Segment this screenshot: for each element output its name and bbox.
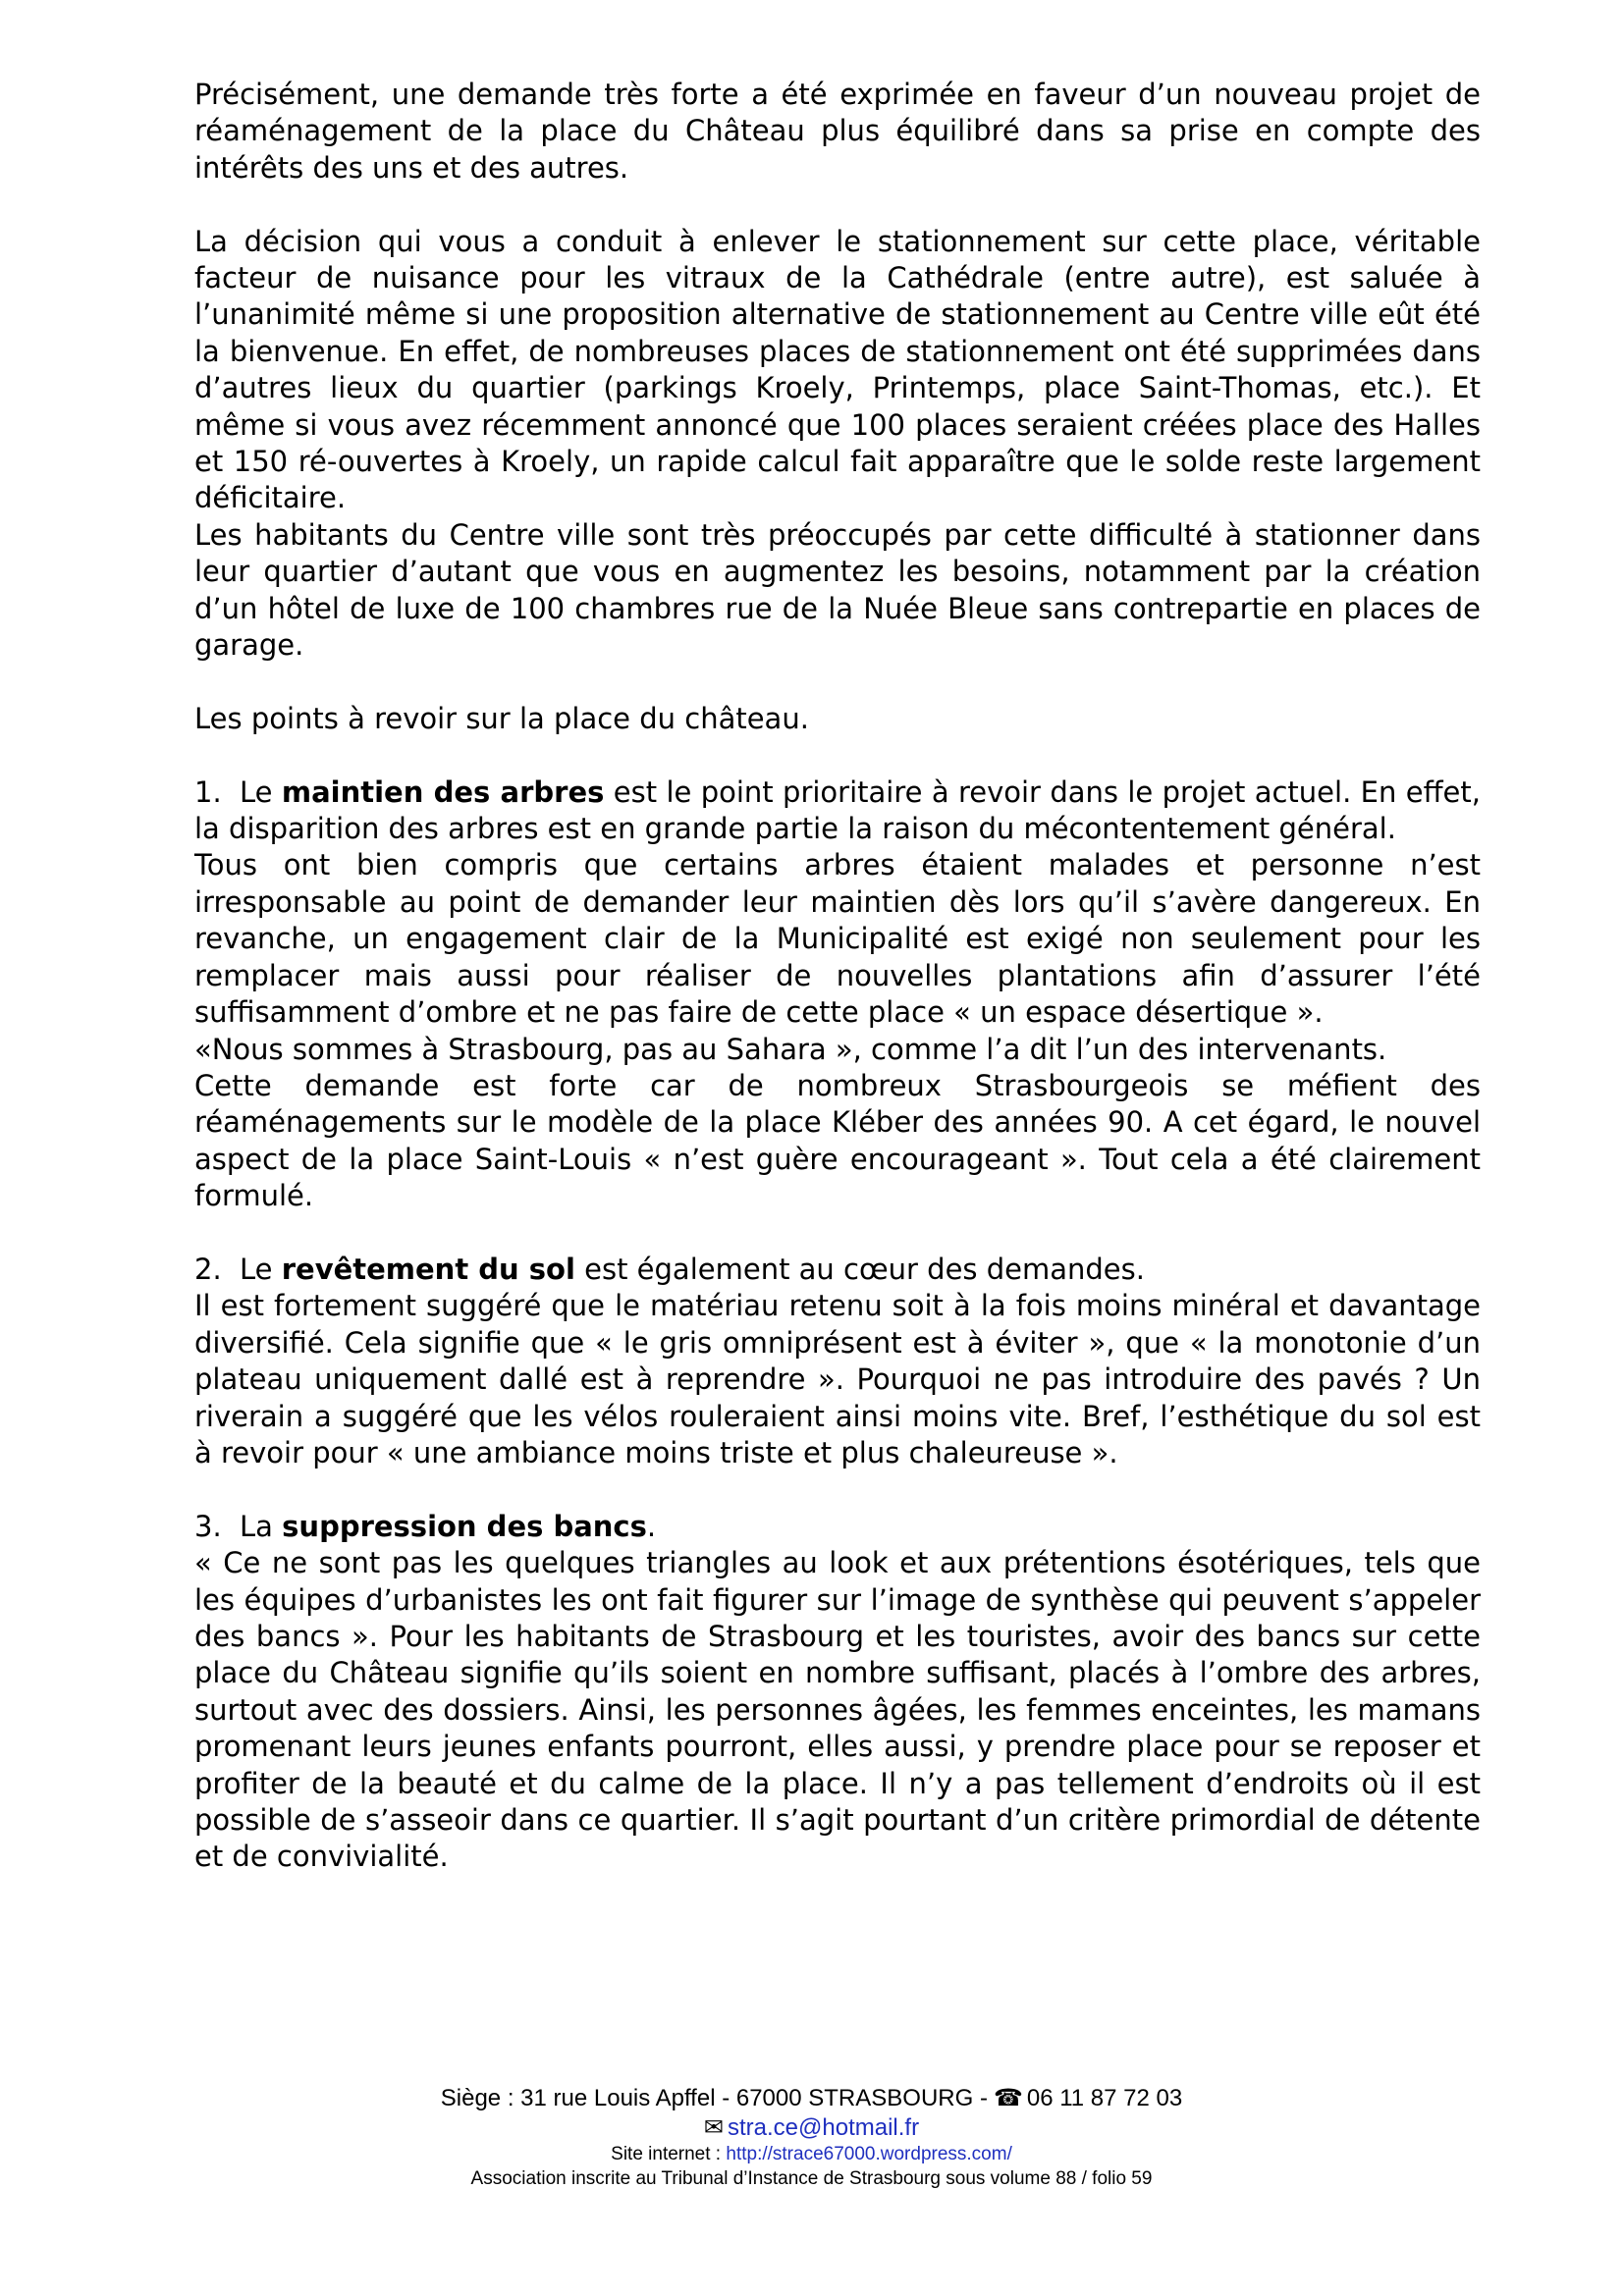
footer-phone: 06 11 87 72 03 (1026, 2085, 1183, 2111)
point-lead: La (240, 1509, 283, 1543)
paragraph-gap (194, 737, 1481, 774)
paragraph-gap (194, 1215, 1481, 1252)
point-title: revêtement du sol (281, 1252, 575, 1286)
page-footer (0, 2083, 1623, 2192)
letter-body (194, 77, 1481, 1876)
point-lead: Le (240, 1252, 282, 1286)
paragraph-parking-decision: La décision qui vous a conduit à enlever le stationnement sur cette place, véritable facteur de nuisance pour les vitraux de la Cathédrale (entre autre), est saluée à l’unanimité même si une proposition alternative de stationnement au Centre ville eût été la bienvenue. En effet, de nombreuses places de stationnement ont été supprimées dans d’autres lieux du quartier (parkings Kroely, Printemps, place Saint-Thomas, etc.). Et même si vous avez récemment annoncé que 100 places seraient créées place des Halles et 150 ré-ouvertes à Kroely, un rapide calcul fait apparaître que le solde reste largement déficitaire. (194, 224, 1481, 515)
paragraph-residents-concern: Les habitants du Centre ville sont très préoccupés par cette difficulté à stationner dans leur quartier d’autant que vous en augmentez les besoins, notamment par la création d’un hôtel de luxe de 100 chambres rue de la Nuée Bleue sans contrepartie en places de garage. (194, 517, 1481, 663)
point-title: maintien des arbres (281, 774, 605, 809)
footer-email-line (0, 2113, 1623, 2143)
envelope-icon: ✉ (703, 2114, 724, 2141)
paragraph-benches-detail: « Ce ne sont pas les quelques triangles au look et aux prétentions ésotériques, tels que les équipes d’urbanistes les ont fait figurer sur l’image de synthèse qui peuvent s’appeler des bancs ». Pour les habitants de Strasbourg et les touristes, avoir des bancs sur cette place du Château signifie qu’ils soient en nombre suffisant, placés à l’ombre des arbres, surtout avec des dossiers. Ainsi, les personnes âgées, les femmes enceintes, les mamans promenant leurs jeunes enfants pourront, elles aussi, y prendre place pour se reposer et profiter de la beauté et du calme de la place. Il n’y a pas tellement d’endroits où il est possible de s’asseoir dans ce quartier. Il s’agit pourtant d’un critère primordial de détente et de convivialité. (194, 1546, 1481, 1874)
point-text: est le point prioritaire à revoir dans le projet actuel. En effet, la disparition des arbres est en grande partie la raison du mécontentement général. (194, 774, 1481, 846)
point-2 (194, 1252, 1481, 1288)
footer-address: Siège : 31 rue Louis Apffel - 67000 STRASBOURG - (440, 2085, 988, 2111)
paragraph-gap (194, 187, 1481, 223)
point-number: 3. (194, 1509, 222, 1543)
footer-site-label: Site internet : (611, 2144, 727, 2164)
point-3 (194, 1509, 1481, 1545)
footer-address-line (0, 2083, 1623, 2113)
point-number: 2. (194, 1252, 222, 1286)
point-number: 1. (194, 774, 222, 809)
point-title: suppression des bancs (282, 1509, 647, 1543)
footer-email-link[interactable]: stra.ce@hotmail.fr (728, 2114, 920, 2141)
points-heading: Les points à revoir sur la place du château. (194, 701, 809, 735)
paragraph-sahara-quote: «Nous sommes à Strasbourg, pas au Sahara », comme l’a dit l’un des intervenants. (194, 1032, 1387, 1066)
footer-site-link[interactable]: http://strace67000.wordpress.com/ (726, 2144, 1012, 2164)
footer-registration: Association inscrite au Tribunal d’Instance de Strasbourg sous volume 88 / folio 59 (470, 2168, 1153, 2189)
paragraph-trees-detail: Tous ont bien compris que certains arbres étaient malades et personne n’est irresponsable au point de demander leur maintien dès lors qu’il s’avère dangereux. En revanche, un engagement clair de la Municipalité est exigé non seulement pour les remplacer mais aussi pour réaliser de nouvelles plantations afin d’assurer l’été suffisamment d’ombre et ne pas faire de cette place « un espace désertique ». (194, 848, 1481, 1030)
point-1 (194, 774, 1481, 848)
paragraph-kleber: Cette demande est forte car de nombreux Strasbourgeois se méfient des réaménagements sur le modèle de la place Kléber des années 90. A cet égard, le nouvel aspect de la place Saint-Louis « n’est guère encourageant ». Tout cela a été clairement formulé. (194, 1068, 1481, 1213)
footer-site-line (0, 2143, 1623, 2166)
point-text: . (646, 1509, 657, 1543)
paragraph-gap (194, 664, 1481, 700)
telephone-icon: ☎ (993, 2085, 1023, 2111)
point-lead: Le (240, 774, 282, 809)
paragraph-ground-detail: Il est fortement suggéré que le matériau retenu soit à la fois moins minéral et davantage diversifié. Cela signifie que « le gris omniprésent est à éviter », que « la monotonie d’un plateau uniquement dallé est à reprendre ». Pourquoi ne pas introduire des pavés ? Un riverain a suggéré que les vélos rouleraient ainsi moins vite. Bref, l’esthétique du sol est à revoir pour « une ambiance moins triste et plus chaleureuse ». (194, 1289, 1481, 1469)
paragraph-intro: Précisément, une demande très forte a été exprimée en faveur d’un nouveau projet de réaménagement de la place du Château plus équilibré dans sa prise en compte des intérêts des uns et des autres. (194, 78, 1481, 185)
point-text: est également au cœur des demandes. (574, 1252, 1145, 1286)
paragraph-gap (194, 1471, 1481, 1508)
